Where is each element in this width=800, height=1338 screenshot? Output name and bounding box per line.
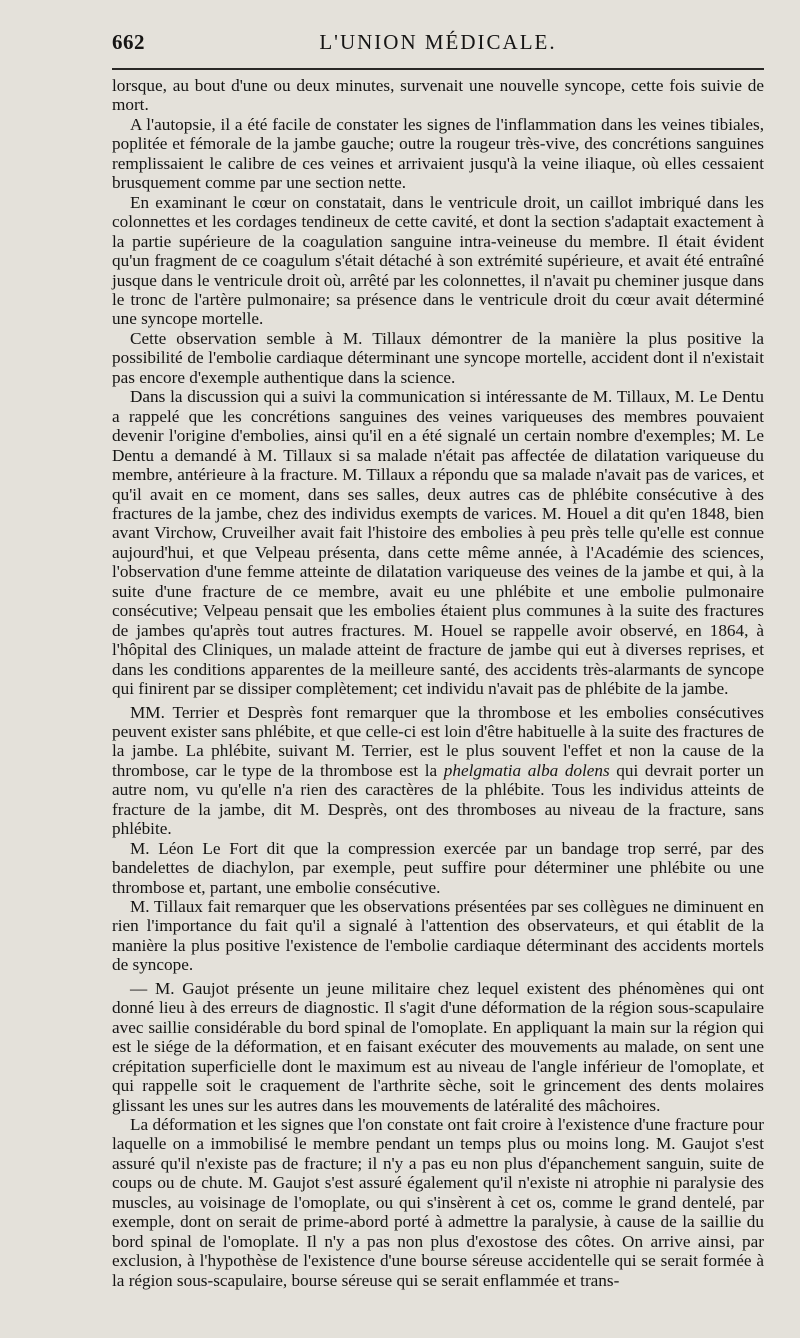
paragraph: La déformation et les signes que l'on constate ont fait croire à l'existence d'une fracture pour laquelle on a immobilisé le membre pendant un temps plus ou moins long. M. Gaujot s'est assuré qu'il n'existe pas de fracture; il n'y a pas eu non plus d'épanchement sanguin, suite de coups ou de chute. M. Gaujot s'est assuré également qu'il n'existe ni atrophie ni paralysie des muscles, au voisinage de l'omoplate, ou qui s'insèrent à cet os, comme le grand dentelé, par exemple, dont on serait de prime-abord porté à admettre la paralysie, à cause de la saillie du bord spinal de l'omoplate. Il n'y a pas non plus d'exostose des côtes. On arrive ainsi, par exclusion, à l'hypothèse de l'existence d'une bourse séreuse accidentelle qui se serait formée à la région sous-scapulaire, bourse séreuse qui se serait enflammée et trans- — [112, 1115, 764, 1290]
paragraph-text: qui devrait porter un autre nom, vu qu'elle n'a rien des caractères de la phlébite. Tous les individus atteints de fracture de la jambe, dit M. Desprès, ont des thromboses au niveau de la fracture, sans phlébite. — [112, 760, 764, 839]
paragraph: M. Léon Le Fort dit que la compression exercée par un bandage trop serré, par des bandelettes de diachylon, par exemple, peut suffire pour déterminer une phlébite ou une thrombose et, partant, une embolie consécutive. — [112, 838, 764, 897]
page-number: 662 — [112, 30, 145, 54]
paragraph: Dans la discussion qui a suivi la communication si intéressante de M. Tillaux, M. Le Dentu a rappelé que les concrétions sanguines des veines variqueuses des membres pouvaient devenir l'origine d'embolies, ainsi qu'il en a été signalé un certain nombre d'exemples; M. Le Dentu a demandé à M. Tillaux si sa malade n'était pas affectée de dilatation variqueuse du membre, antérieure à la fracture. M. Tillaux a répondu que sa malade n'avait pas de varices, et qu'il avait en ce moment, dans ses salles, deux autres cas de phlébite consécutive à des fractures de la jambe, chez des individus exempts de varices. M. Houel a dit qu'en 1848, bien avant Virchow, Cruveilher avait fait l'histoire des embolies à peu près telle qu'elle est connue aujourd'hui, et que Velpeau présenta, dans cette même année, à l'Académie des sciences, l'observation d'une femme atteinte de dilatation variqueuse des veines de la jambe et qui, à la suite d'une fracture de ce membre, avait eu une phlébite et une embolie pulmonaire consécutive; Velpeau pensait que les embolies étaient plus communes à la suite des fractures de jambes qu'après tout autres fractures. M. Houel se rappelle avoir observé, en 1864, à l'hôpital des Cliniques, un malade atteint de fracture de jambe qui eut à diverses reprises, et dans les conditions apparentes de la meilleure santé, des accidents très-alarmants de syncope qui finirent par se dissiper complètement; cet individu n'avait pas de phlébite de la jambe. — [112, 387, 764, 699]
paragraph: M. Tillaux fait remarquer que les observations présentées par ses collègues ne diminuent en rien l'importance du fait qu'il a signalé à l'attention des observateurs, et qui établit de la manière la plus positive l'existence de l'embolie cardiaque déterminant des accidents mortels de syncope. — [112, 897, 764, 975]
paragraph: lorsque, au bout d'une ou deux minutes, survenait une nouvelle syncope, cette fois suivie de mort. — [112, 76, 764, 115]
page-header — [112, 26, 764, 66]
paragraph: En examinant le cœur on constatait, dans le ventricule droit, un caillot imbriqué dans les colonnettes et les cordages tendineux de cette cavité, et dont la section s'adaptait exactement à la partie supérieure de la coagulation sanguine intra-veineuse du membre. Il était évident qu'un fragment de ce coagulum s'était détaché à son extrémité supérieure, et avait été entraîné jusque dans le ventricule droit où, arrêté par les colonnettes, il n'avait pu cheminer jusque dans le tronc de l'artère pulmonaire; sa présence dans le ventricule droit du cœur avait déterminé une syncope mortelle. — [112, 192, 764, 329]
header-rule — [112, 68, 764, 70]
paragraph: Cette observation semble à M. Tillaux démontrer de la manière la plus positive la possibilité de l'embolie cardiaque déterminant une syncope mortelle, accident dont il n'existait pas encore d'exemple authentique dans la science. — [112, 328, 764, 387]
paragraph: A l'autopsie, il a été facile de constater les signes de l'inflammation dans les veines tibiales, poplitée et fémorale de la jambe gauche; outre la rougeur très-vive, des concrétions sanguines remplissaient le calibre de ces veines et arrivaient jusqu'à la veine iliaque, où elles cessaient brusquement comme par une section nette. — [112, 114, 764, 193]
article-body — [112, 76, 764, 1290]
paragraph-text: MM. Terrier et Desprès font remarquer que la thrombose et les embolies consécutives peuvent exister sans phlébite, et que celle-ci est loin d'être habituelle à la suite des fractures de la jambe. La phlébite, suivant M. Terrier, est le plus souvent l'effet et non la cause de la thrombose, car le type de la thrombose est la — [112, 702, 764, 780]
italic-term: phelgmatia alba dolens — [443, 760, 610, 780]
paragraph — [112, 703, 764, 839]
running-title: L'UNION MÉDICALE. — [319, 30, 557, 54]
paragraph: — M. Gaujot présente un jeune militaire chez lequel existent des phénomènes qui ont donné lieu à des erreurs de diagnostic. Il s'agit d'une déformation de la région sous-scapulaire avec saillie considérable du bord spinal de l'omoplate. En appliquant la main sur la région qui est le siége de la déformation, et en faisant exécuter des mouvements au malade, on sent une crépitation superficielle dont le maximum est au niveau de l'angle inférieur de l'omoplate, et qui rappelle soit le craquement de l'arthrite sèche, soit le grincement des dents molaires glissant les unes sur les autres dans les mouvements de latéralité des mâchoires. — [112, 978, 764, 1115]
